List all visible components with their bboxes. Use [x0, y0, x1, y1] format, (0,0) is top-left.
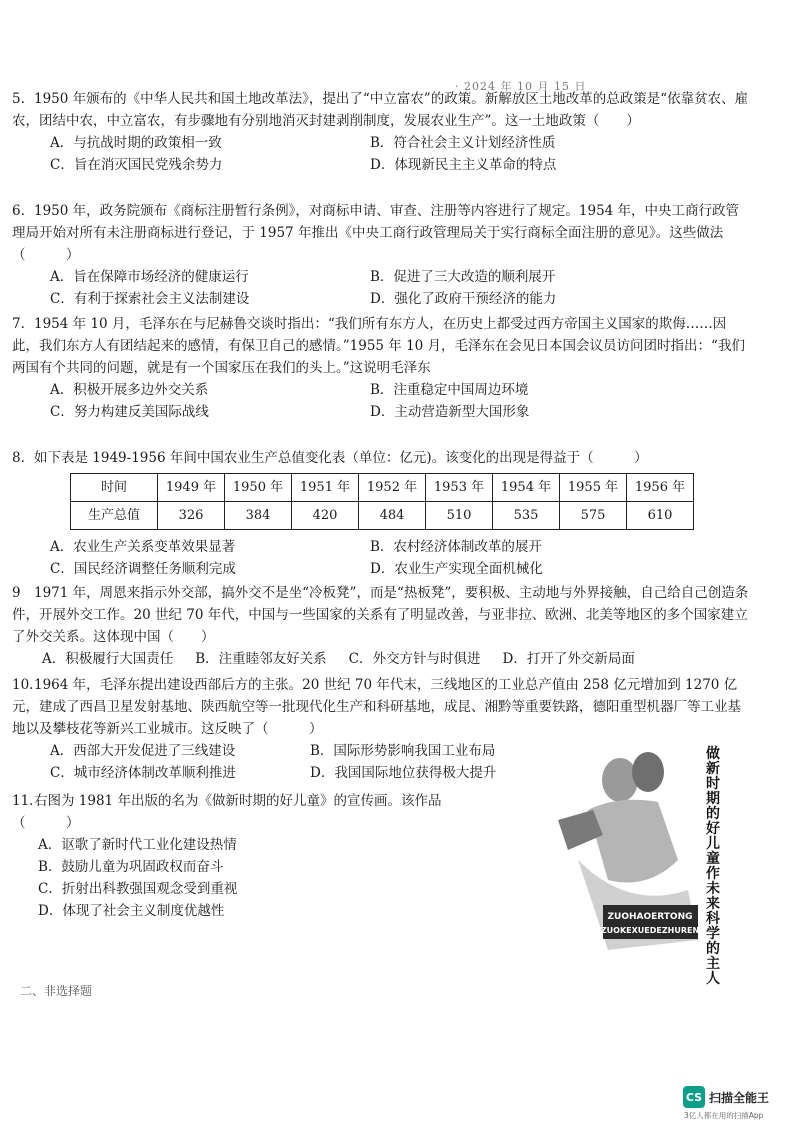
- question-stem: 1964 年，毛泽东提出建设西部后方的主张。20 世纪 70 年代末，三线地区的工业总产值由 258 亿元增加到 1270 亿元，建成了西昌卫星发射基地、陕西航空等一批现代化生产和科研基地，成昆、湘黔等重要铁路，德阳重型机器厂等工业基地以及攀枝花等新兴工业城市。这反映了（ ）: [12, 677, 741, 737]
- poster-title-chars: [705, 745, 720, 867]
- question-stem: 1950 年颁布的《中华人民共和国土地改革法》，提出了“中立富农”的政策。新解放区土地改革的总政策是“依靠贫农、雇农，团结中农，中立富农，有步骤地有分别地消灭封建剥削制度，发展农业生产”。这一土地政策（ ）: [12, 91, 749, 129]
- question-number: 11.: [12, 793, 34, 809]
- question-number: 7.: [12, 316, 25, 332]
- options: [12, 740, 570, 784]
- table-cell: 610: [627, 502, 694, 530]
- poster-vertical-title: 做新时期的好儿童: [706, 746, 720, 867]
- table-cell: 1952 年: [359, 474, 426, 502]
- question-number: 6.: [12, 203, 25, 219]
- table-cell: 575: [560, 502, 627, 530]
- table-row-years: [71, 474, 694, 502]
- scanner-app-tagline: 3亿人都在用的扫描App: [684, 1111, 764, 1120]
- question-stem: 右图为 1981 年出版的名为《做新时期的好儿童》的宣传画。该作品（ ）: [12, 793, 442, 831]
- question-8: [12, 447, 752, 580]
- option-a: A．旨在保障市场经济的健康运行: [50, 269, 249, 285]
- table-row-label: 时间: [71, 474, 158, 502]
- option-a: A．与抗战时期的政策相一致: [50, 135, 222, 151]
- option-a: A．西部大开发促进了三线建设: [50, 743, 236, 759]
- option-d: D．主动营造新型大国形象: [370, 404, 530, 420]
- table-row-values: [71, 502, 694, 530]
- question-9: [12, 582, 752, 670]
- option-c: C．有利于探索社会主义法制建设: [50, 291, 250, 307]
- table-row-label: 生产总值: [71, 502, 158, 530]
- option-b: B．国际形势影响我国工业布局: [310, 743, 496, 759]
- table-cell: 1951 年: [292, 474, 359, 502]
- option-a: A．农业生产关系变革效果显著: [50, 539, 236, 555]
- option-b: B．符合社会主义计划经济性质: [370, 135, 556, 151]
- option-d: D．体现新民主主义革命的特点: [370, 157, 557, 173]
- option-b: B．促进了三大改造的顺利展开: [370, 269, 556, 285]
- question-number: 10.: [12, 677, 34, 693]
- table-cell: 1953 年: [426, 474, 493, 502]
- options: [12, 266, 690, 310]
- table-cell: 1955 年: [560, 474, 627, 502]
- table-cell: 384: [225, 502, 292, 530]
- option-c: C．折射出科教强国观念受到重视: [38, 881, 238, 897]
- question-stem: 1950 年，政务院颁布《商标注册暂行条例》，对商标申请、审查、注册等内容进行了规定。1954 年，中央工商行政管理局开始对所有未注册商标进行登记，于 1957 年推出《中央工商行政管理局关于实行商标全面注册的意见》。这些做法（ ）: [12, 203, 740, 263]
- option-d: D．体现了社会主义制度优越性: [38, 903, 225, 919]
- option-b: B．注重稳定中国周边环境: [370, 382, 529, 398]
- options: [12, 379, 690, 423]
- question-stem: 如下表是 1949-1956 年间中国农业生产总值变化表（单位：亿元)。该变化的出现是得益于（ ）: [34, 450, 648, 466]
- question-number: 9: [12, 585, 21, 601]
- table-cell: 1949 年: [158, 474, 225, 502]
- scanner-watermark: [683, 1086, 769, 1108]
- option-a: A．积极开展多边外交关系: [50, 382, 209, 398]
- scanner-app-name: 扫描全能王: [709, 1090, 770, 1105]
- table-cell: 1954 年: [493, 474, 560, 502]
- option-a: A．讴歌了新时代工业化建设热情: [38, 837, 237, 853]
- option-c: C．旨在消灭国民党残余势力: [50, 157, 223, 173]
- section-heading-fragment: 二、非选择题: [20, 984, 93, 998]
- camscanner-logo-icon: CS: [683, 1086, 705, 1108]
- option-b: B．鼓励儿童为巩固政权而奋斗: [38, 859, 224, 875]
- options: [12, 834, 442, 922]
- option-c: C．努力构建反美国际战线: [50, 404, 209, 420]
- question-number: 5.: [12, 91, 25, 107]
- page-header-fragment: · 2024 年 10 月 15 日: [455, 80, 587, 93]
- option-b: B．注重睦邻友好关系: [195, 651, 327, 667]
- option-d: D．我国国际地位获得极大提升: [310, 765, 497, 781]
- table-cell: 1956 年: [627, 474, 694, 502]
- question-number: 8.: [12, 450, 25, 466]
- question-stem: 1971 年，周恩来指示外交部，搞外交不是坐“冷板凳”，而是“热板凳”，要积极、主动地与外界接触，自己给自己创造条件，开展外交工作。20 世纪 70 年代，中国与一些国家的关系有了明显改善，与亚非拉、欧洲、北美等地区的多个国家建立了外交关系。这体现中国（ ）: [12, 585, 749, 645]
- option-d: D．强化了政府干预经济的能力: [370, 291, 557, 307]
- option-d: D．农业生产实现全面机械化: [370, 561, 543, 577]
- table-cell: 1950 年: [225, 474, 292, 502]
- option-b: B．农村经济体制改革的展开: [370, 539, 542, 555]
- table-cell: 535: [493, 502, 560, 530]
- option-d: D．打开了外交新局面: [502, 651, 635, 667]
- agri-output-table: [70, 473, 694, 530]
- options: [12, 132, 690, 176]
- table-cell: 326: [158, 502, 225, 530]
- table-cell: 420: [292, 502, 359, 530]
- options: [12, 536, 690, 580]
- poster-slogan-chars: [706, 865, 721, 987]
- poster-pinyin-1: ZUOHAOERTONG: [607, 912, 693, 922]
- options: [12, 648, 752, 670]
- option-a: A．积极履行大国责任: [42, 651, 174, 667]
- table-cell: 510: [426, 502, 493, 530]
- option-c: C．国民经济调整任务顺利完成: [50, 561, 236, 577]
- question-11: [12, 790, 442, 922]
- propaganda-poster-image: [548, 740, 726, 987]
- question-7: [12, 313, 752, 423]
- option-c: C．外交方针与时俱进: [348, 651, 481, 667]
- question-stem: 1954 年 10 月，毛泽东在与尼赫鲁交谈时指出：“我们所有东方人，在历史上都受过西方帝国主义国家的欺侮……因此，我们东方人有团结起来的感情，有保卫自己的感情。”1955 年 10 月，毛泽东在会见日本国会议员访问团时指出：“我们两国有个共同的问题，就是有一个国家压在我们的头上。”这说明毛泽东: [12, 316, 745, 376]
- question-5: [12, 88, 752, 176]
- option-c: C．城市经济体制改革顺利推进: [50, 765, 236, 781]
- poster-vertical-slogan: 作未来科学的主人: [706, 866, 720, 987]
- table-cell: 484: [359, 502, 426, 530]
- poster-pinyin-2: ZUOKEXUEDEZHUREN: [600, 926, 700, 935]
- question-6: [12, 200, 752, 310]
